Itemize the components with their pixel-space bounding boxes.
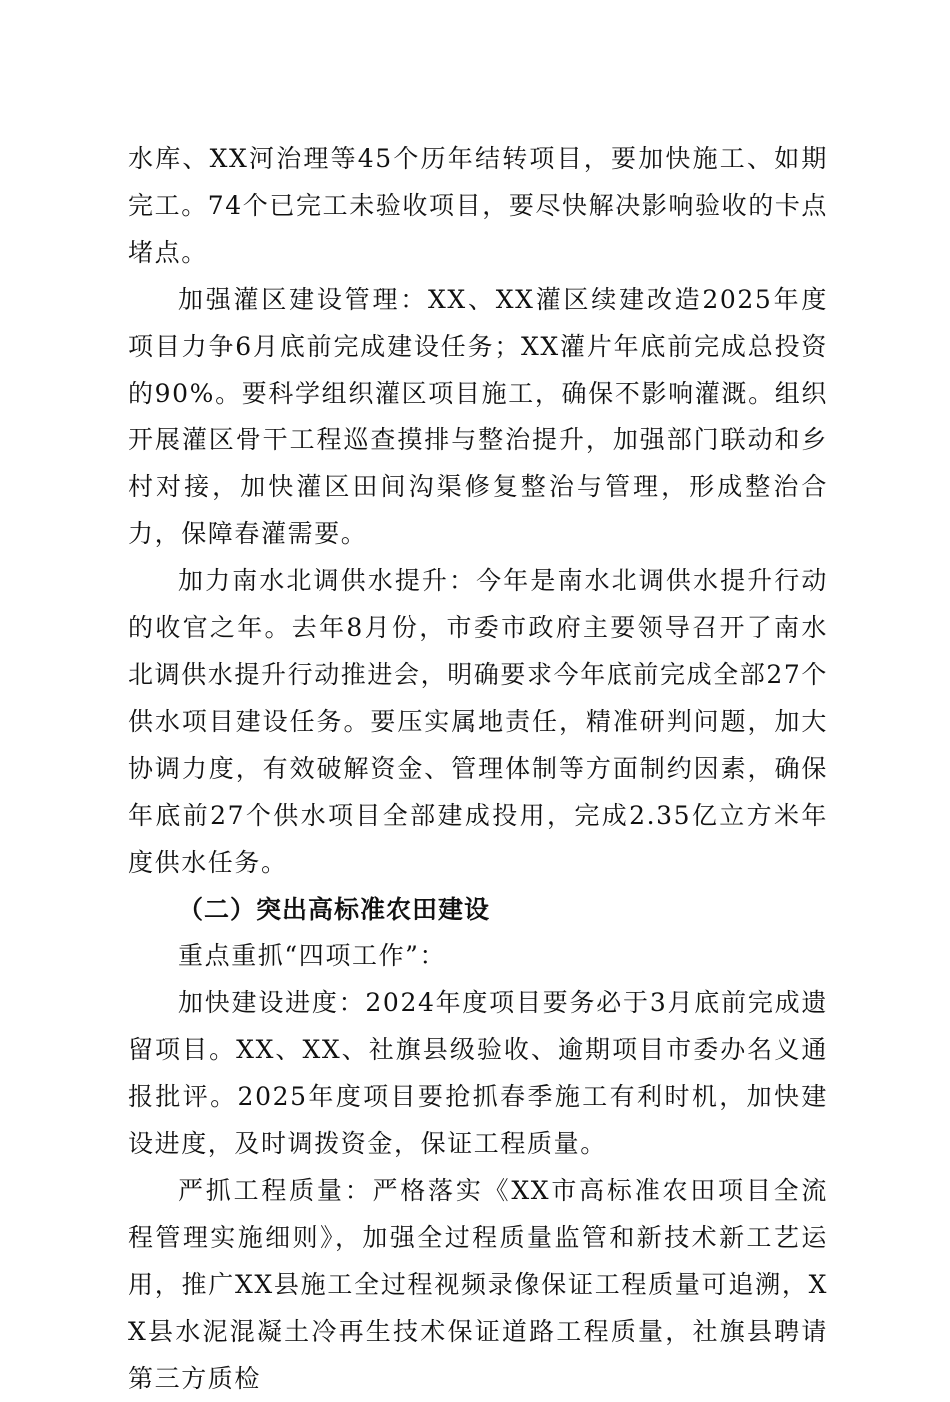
paragraph-engineering-quality: 严抓工程质量：严格落实《XX市高标准农田项目全流程管理实施细则》，加强全过程质量监管和新技术新工艺运用，推广XX县施工全过程视频录像保证工程质量可追溯，XX县水泥混凝土冷再生技术保证道路工程质量，社旗县聘请第三方质检 — [128, 1175, 828, 1393]
paragraph-south-north-water: 加力南水北调供水提升：今年是南水北调供水提升行动的收官之年。去年8月份，市委市政府主要领导召开了南水北调供水提升行动推进会，明确要求今年底前完成全部27个供水项目建设任务。要压实属地责任，精准研判问题，加大协调力度，有效破解资金、管理体制等方面制约因素，确保年底前27个供水项目全部建成投用，完成2.35亿立方米年度供水任务。 — [128, 566, 829, 877]
paragraph-irrigation-district: 加强灌区建设管理：XX、XX灌区续建改造2025年度项目力争6月底前完成建设任务；XX灌片年底前完成总投资的90%。要科学组织灌区项目施工，确保不影响灌溉。组织开展灌区骨干工程巡查摸排与整治提升，加强部门联动和乡村对接，加快灌区田间沟渠修复整治与管理，形成整治合力，保障春灌需要。 — [128, 284, 828, 549]
paragraph-continuation: 水库、XX河治理等45个历年结转项目，要加快施工、如期完工。74个已完工未验收项目，要尽快解决影响验收的卡点堵点。 — [128, 144, 829, 267]
paragraph-four-tasks: 重点重抓“四项工作”： — [178, 941, 447, 971]
document-body — [128, 136, 828, 1402]
section-heading: （二）突出高标准农田建设 — [178, 894, 491, 924]
paragraph-construction-progress: 加快建设进度：2024年度项目要务必于3月底前完成遗留项目。XX、XX、社旗县级验收、逾期项目市委办名义通报批评。2025年度项目要抢抓春季施工有利时机，加快建设进度，及时调拨资金，保证工程质量。 — [128, 988, 828, 1159]
